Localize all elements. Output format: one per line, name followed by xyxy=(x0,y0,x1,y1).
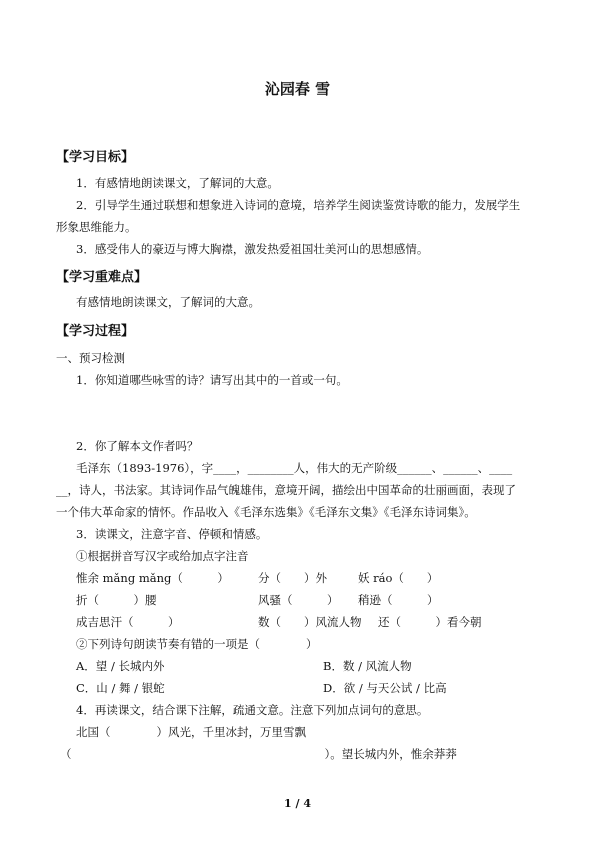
author-line-1: 毛泽东（1893-1976），字____，________人，伟大的无产阶级______、______、____ xyxy=(76,461,513,475)
pinyin-item: 折（ ）腰 xyxy=(76,593,157,607)
pinyin-row-3 xyxy=(0,614,595,630)
poem-line-1: 北国（ ）风光，千里冰封，万里雪飘 xyxy=(76,725,306,739)
pinyin-item: 稍逊（ ） xyxy=(358,593,439,607)
question-2: 2．你了解本文作者吗？ xyxy=(76,439,199,453)
option-a: A．望 / 长城内外 xyxy=(76,659,165,673)
goal-2-continued: 形象思维能力。 xyxy=(56,220,137,234)
pinyin-item: 成吉思汗（ ） xyxy=(76,615,180,629)
option-c: C．山 / 舞 / 银蛇 xyxy=(76,681,165,695)
goal-1: 1．有感情地朗读课文，了解词的大意。 xyxy=(76,176,279,190)
question-3a: ①根据拼音写汉字或给加点字注音 xyxy=(76,549,249,563)
pinyin-row-2 xyxy=(0,592,595,608)
goal-3: 3．感受伟人的豪迈与博大胸襟，激发热爱祖国壮美河山的思想感情。 xyxy=(76,242,429,256)
options-row-2 xyxy=(0,680,595,696)
pinyin-item: 分（ ）外 xyxy=(258,571,327,585)
pinyin-row-1 xyxy=(0,570,595,586)
part-1-heading: 一、预习检测 xyxy=(56,351,125,365)
goal-2: 2．引导学生通过联想和想象进入诗词的意境，培养学生阅读鉴赏诗歌的能力，发展学生 xyxy=(76,198,521,212)
page-title: 沁园春 雪 xyxy=(264,80,331,98)
question-3b: ②下列诗句朗读节奏有错的一项是（ ） xyxy=(76,637,318,651)
pinyin-item: 妖 ráo（ ） xyxy=(358,571,439,585)
question-4: 4．再读课文，结合课下注解，疏通文意。注意下列加点词句的意思。 xyxy=(76,703,429,717)
section-header-key-points: 【学习重难点】 xyxy=(56,270,148,285)
pinyin-item: 风骚（ ） xyxy=(258,593,339,607)
pinyin-item: 惟余 mǎng mǎng（ ） xyxy=(76,571,229,585)
author-line-3: 一个伟大革命家的情怀。作品收入《毛泽东选集》《毛泽东文集》《毛泽东诗词集》。 xyxy=(56,505,476,519)
page-number: 1 / 4 xyxy=(284,797,311,810)
key-points-text: 有感情地朗读课文，了解词的大意。 xyxy=(76,295,260,309)
section-header-process: 【学习过程】 xyxy=(56,324,135,339)
pinyin-item: 数（ ）风流人物 xyxy=(258,615,362,629)
pinyin-item: 还（ ）看今朝 xyxy=(378,615,482,629)
option-b: B．数 / 风流人物 xyxy=(323,659,412,673)
author-line-2: __，诗人，书法家。其诗词作品气魄雄伟，意境开阔，描绘出中国革命的壮丽画面，表现了 xyxy=(56,483,516,497)
question-3: 3．读课文，注意字音、停顿和情感。 xyxy=(76,527,268,541)
question-1: 1．你知道哪些咏雪的诗？请写出其中的一首或一句。 xyxy=(76,373,348,387)
section-header-goals: 【学习目标】 xyxy=(56,150,135,165)
poem-line-2: （ ）。望长城内外，惟余莽莽 xyxy=(60,747,457,761)
option-d: D．欲 / 与天公试 / 比高 xyxy=(323,681,447,695)
options-row-1 xyxy=(0,658,595,674)
